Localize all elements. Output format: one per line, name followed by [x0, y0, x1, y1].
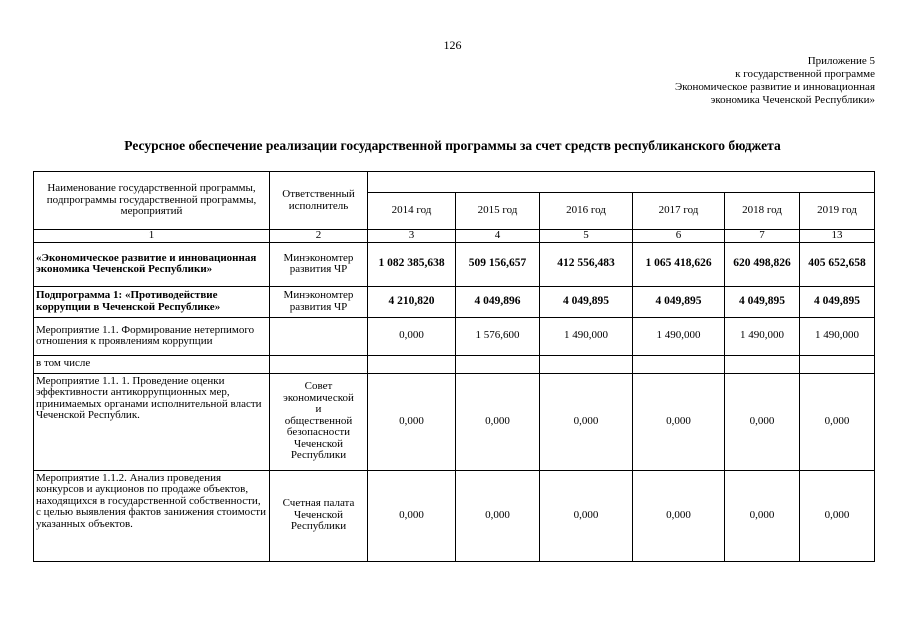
row-executor: Минэкономтер развития ЧР [270, 242, 368, 286]
row-value: 620 498,826 [725, 242, 800, 286]
row-value: 0,000 [633, 373, 725, 470]
header-year: 2015 год [456, 193, 540, 230]
row-value: 4 049,895 [540, 286, 633, 317]
row-name: «Экономическое развитие и инновационная экономика Чеченской Республики» [34, 242, 270, 286]
row-value [368, 355, 456, 373]
table-row [34, 286, 875, 317]
column-number: 7 [725, 230, 800, 243]
header-year: 2019 год [800, 193, 875, 230]
row-value [633, 355, 725, 373]
row-value: 0,000 [800, 373, 875, 470]
row-value: 412 556,483 [540, 242, 633, 286]
table-row [34, 373, 875, 470]
appendix-line: Приложение 5 [807, 55, 875, 67]
row-value: 4 049,895 [633, 286, 725, 317]
table-row [34, 355, 875, 373]
row-executor [270, 355, 368, 373]
column-number: 13 [800, 230, 875, 243]
executor-line: безопасности [286, 426, 351, 439]
row-name: в том числе [34, 355, 270, 373]
appendix-line: к государственной программе [735, 68, 875, 80]
header-year: 2016 год [540, 193, 633, 230]
executor-line: Республики [290, 449, 347, 462]
row-value [800, 355, 875, 373]
column-number: 2 [270, 230, 368, 243]
header-executor: Ответственный исполнитель [270, 172, 368, 230]
row-executor: Минэкономтер развития ЧР [270, 286, 368, 317]
header-year: 2017 год [633, 193, 725, 230]
header-row [34, 172, 875, 193]
row-value: 4 049,896 [456, 286, 540, 317]
row-value: 0,000 [456, 470, 540, 561]
column-number: 3 [368, 230, 456, 243]
table-row [34, 317, 875, 355]
column-number: 1 [34, 230, 270, 243]
document-title: Ресурсное обеспечение реализации государственной программы за счет средств республиканского бюджета [124, 138, 781, 153]
resource-table [33, 171, 875, 562]
column-number-row [34, 230, 875, 243]
column-number: 4 [456, 230, 540, 243]
row-value: 1 490,000 [633, 317, 725, 355]
row-value: 0,000 [725, 373, 800, 470]
header-year: 2014 год [368, 193, 456, 230]
row-executor [270, 373, 368, 470]
appendix-note [675, 55, 875, 107]
appendix-line: экономика Чеченской Республики» [710, 94, 875, 106]
row-value: 4 049,895 [800, 286, 875, 317]
header-year: 2018 год [725, 193, 800, 230]
row-value: 0,000 [368, 317, 456, 355]
row-value: 509 156,657 [456, 242, 540, 286]
row-value: 4 210,820 [368, 286, 456, 317]
page-number: 126 [443, 38, 462, 52]
row-name: Мероприятие 1.1.2. Анализ проведения конкурсов и аукционов по продаже объектов, находящихся в государственной собственности, с целью выявления фактов занижения стоимости указанных объектов. [34, 470, 270, 561]
column-number: 6 [633, 230, 725, 243]
executor-line: экономической [283, 391, 354, 404]
row-value [725, 355, 800, 373]
executor-line: и [315, 403, 322, 416]
row-value: 1 490,000 [540, 317, 633, 355]
row-value: 0,000 [368, 470, 456, 561]
row-value [456, 355, 540, 373]
row-value: 0,000 [368, 373, 456, 470]
header-name: Наименование государственной программы, подпрограммы государственной программы, мероприятий [34, 172, 270, 230]
executor-line: Чеченской [293, 437, 344, 450]
row-value [540, 355, 633, 373]
table-row [34, 470, 875, 561]
row-value: 0,000 [540, 373, 633, 470]
row-value: 1 065 418,626 [633, 242, 725, 286]
row-name: Подпрограмма 1: «Противодействие коррупции в Чеченской Республике» [34, 286, 270, 317]
row-value: 0,000 [725, 470, 800, 561]
row-value: 405 652,658 [800, 242, 875, 286]
row-value: 0,000 [456, 373, 540, 470]
row-executor [270, 317, 368, 355]
row-name: Мероприятие 1.1. Формирование нетерпимого отношения к проявлениям коррупции [34, 317, 270, 355]
executor-line: Совет [304, 380, 333, 393]
header-years-group [368, 172, 875, 193]
row-value: 0,000 [633, 470, 725, 561]
row-name: Мероприятие 1.1. 1. Проведение оценки эффективности антикоррупционных мер, принимаемых органами исполнительной власти Чеченской Республик. [34, 373, 270, 470]
appendix-line: Экономическое развитие и инновационная [674, 81, 875, 93]
row-value: 1 490,000 [800, 317, 875, 355]
row-value: 4 049,895 [725, 286, 800, 317]
row-executor: Счетная палата Чеченской Республики [270, 470, 368, 561]
row-value: 0,000 [540, 470, 633, 561]
row-value: 1 490,000 [725, 317, 800, 355]
column-number: 5 [540, 230, 633, 243]
row-value: 1 576,600 [456, 317, 540, 355]
executor-line: общественной [284, 414, 353, 427]
row-value: 0,000 [800, 470, 875, 561]
table-row [34, 242, 875, 286]
row-value: 1 082 385,638 [368, 242, 456, 286]
